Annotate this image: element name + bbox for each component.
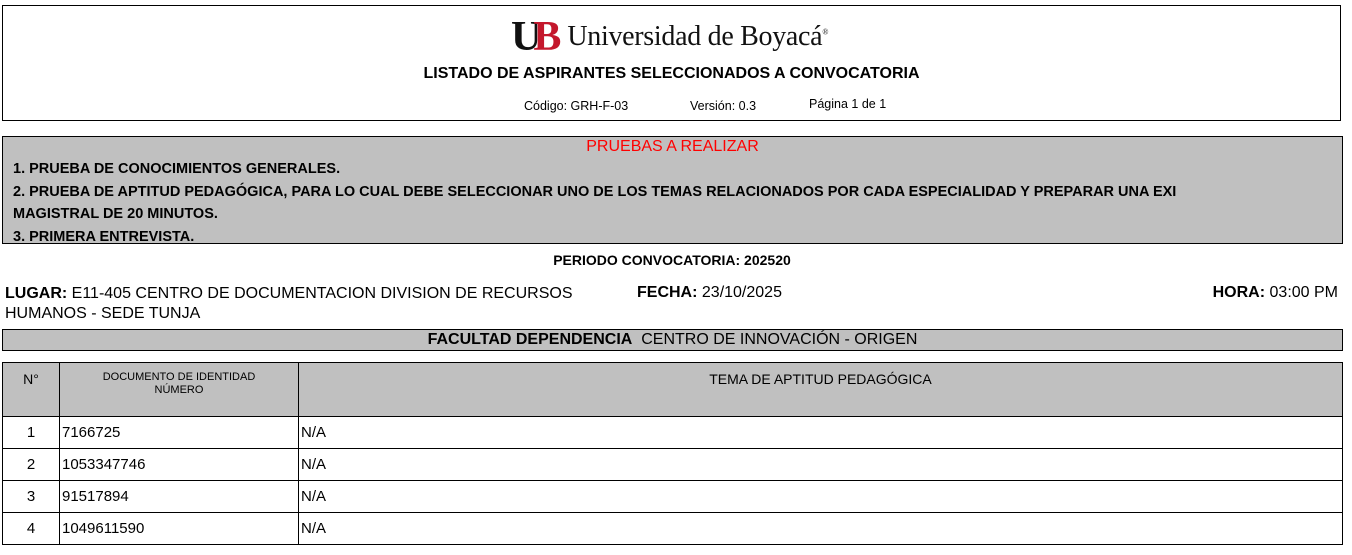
page-number: Página 1 de 1 <box>809 97 887 111</box>
lugar-label: LUGAR: <box>5 285 68 302</box>
hora-value: 03:00 PM <box>1269 284 1338 301</box>
cell-tema: N/A <box>299 481 1343 513</box>
university-name <box>567 21 828 53</box>
prueba-item: 1. PRUEBA DE CONOCIMIENTOS GENERALES. <box>13 161 341 177</box>
fecha-info <box>637 284 782 302</box>
periodo-convocatoria: PERIODO CONVOCATORIA: 202520 <box>553 252 791 268</box>
column-header-tema: TEMA DE APTITUD PEDAGÓGICA <box>299 363 1343 417</box>
fecha-label: FECHA: <box>637 284 698 301</box>
table-row <box>3 481 1343 513</box>
cell-tema: N/A <box>299 449 1343 481</box>
cell-n: 3 <box>3 481 60 513</box>
registered-mark: ® <box>822 27 829 37</box>
logo-mark-b: B <box>533 14 562 60</box>
cell-documento: 1049611590 <box>60 513 299 545</box>
lugar-info <box>5 284 585 324</box>
pruebas-title: PRUEBAS A REALIZAR <box>586 138 759 155</box>
logo-mark-u: U <box>511 14 542 60</box>
column-header-documento <box>60 363 299 417</box>
pruebas-list <box>13 158 1343 244</box>
lugar-value: E11-405 CENTRO DE DOCUMENTACION DIVISION DE RECURSOS HUMANOS - SEDE TUNJA <box>5 285 573 322</box>
cell-tema: N/A <box>299 513 1343 545</box>
prueba-item: 3. PRIMERA ENTREVISTA. <box>13 228 195 244</box>
hora-info <box>1213 284 1338 302</box>
cell-documento: 7166725 <box>60 417 299 449</box>
document-header <box>2 5 1341 121</box>
prueba-item: MAGISTRAL DE 20 MINUTOS. <box>13 206 218 222</box>
table-row <box>3 449 1343 481</box>
table-row <box>3 513 1343 545</box>
cell-documento: 1053347746 <box>60 449 299 481</box>
document-title: LISTADO DE ASPIRANTES SELECCIONADOS A CONVOCATORIA <box>423 65 920 82</box>
cell-n: 1 <box>3 417 60 449</box>
hora-label: HORA: <box>1212 284 1266 301</box>
column-header-documento-line2: NÚMERO <box>154 384 204 396</box>
facultad-dependencia <box>2 329 1343 351</box>
pruebas-section <box>2 136 1343 244</box>
table-row <box>3 417 1343 449</box>
table-header-row <box>3 363 1343 417</box>
document-version: Versión: 0.3 <box>690 99 757 113</box>
column-header-documento-line1: DOCUMENTO DE IDENTIDAD <box>102 371 256 383</box>
cell-documento: 91517894 <box>60 481 299 513</box>
facultad-label: FACULTAD DEPENDENCIA <box>427 331 633 348</box>
aspirantes-table <box>2 362 1343 545</box>
facultad-value: CENTRO DE INNOVACIÓN - ORIGEN <box>641 331 918 348</box>
prueba-item: 2. PRUEBA DE APTITUD PEDAGÓGICA, PARA LO CUAL DEBE SELECCIONAR UNO DE LOS TEMAS RELACIONADOS POR CADA ESPECIALIDAD Y PREPARAR UNA EXI <box>13 183 1177 200</box>
university-logo <box>511 16 828 58</box>
cell-n: 4 <box>3 513 60 545</box>
fecha-value: 23/10/2025 <box>701 284 782 301</box>
cell-n: 2 <box>3 449 60 481</box>
document-code: Código: GRH-F-03 <box>524 99 629 113</box>
ub-logo-icon <box>511 14 562 60</box>
cell-tema: N/A <box>299 417 1343 449</box>
column-header-n: N° <box>3 363 60 417</box>
university-name-text: Universidad de Boyacá <box>567 21 823 52</box>
